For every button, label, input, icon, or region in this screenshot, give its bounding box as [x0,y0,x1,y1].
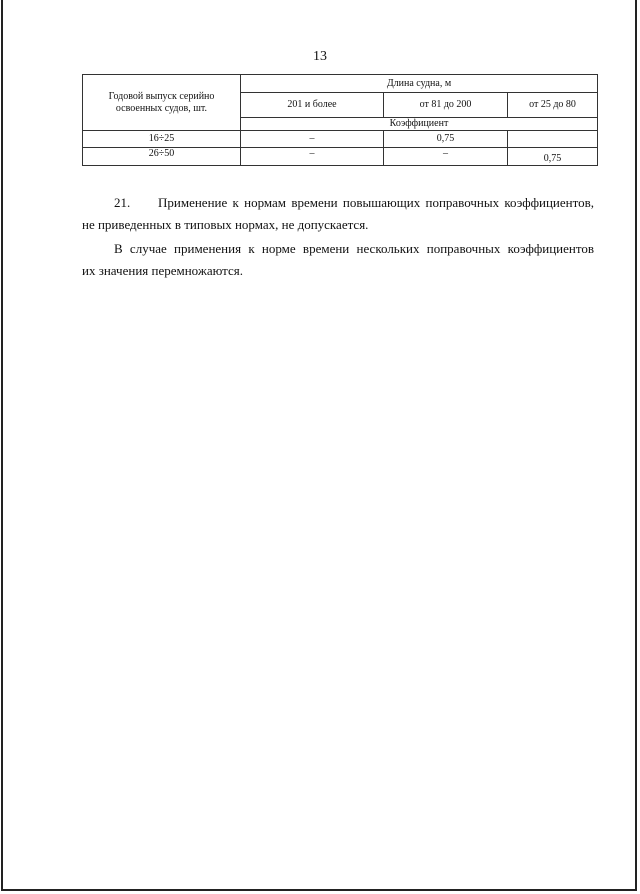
sub-header-cell: Коэффициент [241,118,598,131]
column-header: 201 и более [241,93,384,118]
column-header: от 81 до 200 [384,93,508,118]
paragraph-21-line-2: не приведенных в типовых нормах, не допускается. [82,217,369,232]
group-header-cell: Длина судна, м [241,75,598,93]
table-cell: – [241,148,384,166]
paragraph-2-line-2: их значения перемножаются. [82,263,243,278]
row-label: 16÷25 [83,131,241,148]
table-cell: 0,75 [508,148,598,166]
paragraph-number: 21. [114,195,131,210]
paragraph-2-line-1: В случае применения к норме времени нескольких поправочных коэффициентов [114,241,594,256]
coefficient-table [82,74,598,166]
table-row [83,148,598,166]
table-row [83,131,598,148]
table-cell: – [384,148,508,166]
column-header: от 25 до 80 [508,93,598,118]
row-header-cell: Годовой выпуск серийно освоенных судов, шт. [83,75,241,131]
table-cell: 0,75 [384,131,508,148]
row-label: 26÷50 [83,148,241,166]
table-cell: – [241,131,384,148]
table-cell [508,131,598,148]
page-number: 13 [313,49,327,64]
paragraph-21-line-1 [82,195,594,211]
paragraph-text: Применение к нормам времени повышающих поправочных коэффициентов, [158,195,594,210]
